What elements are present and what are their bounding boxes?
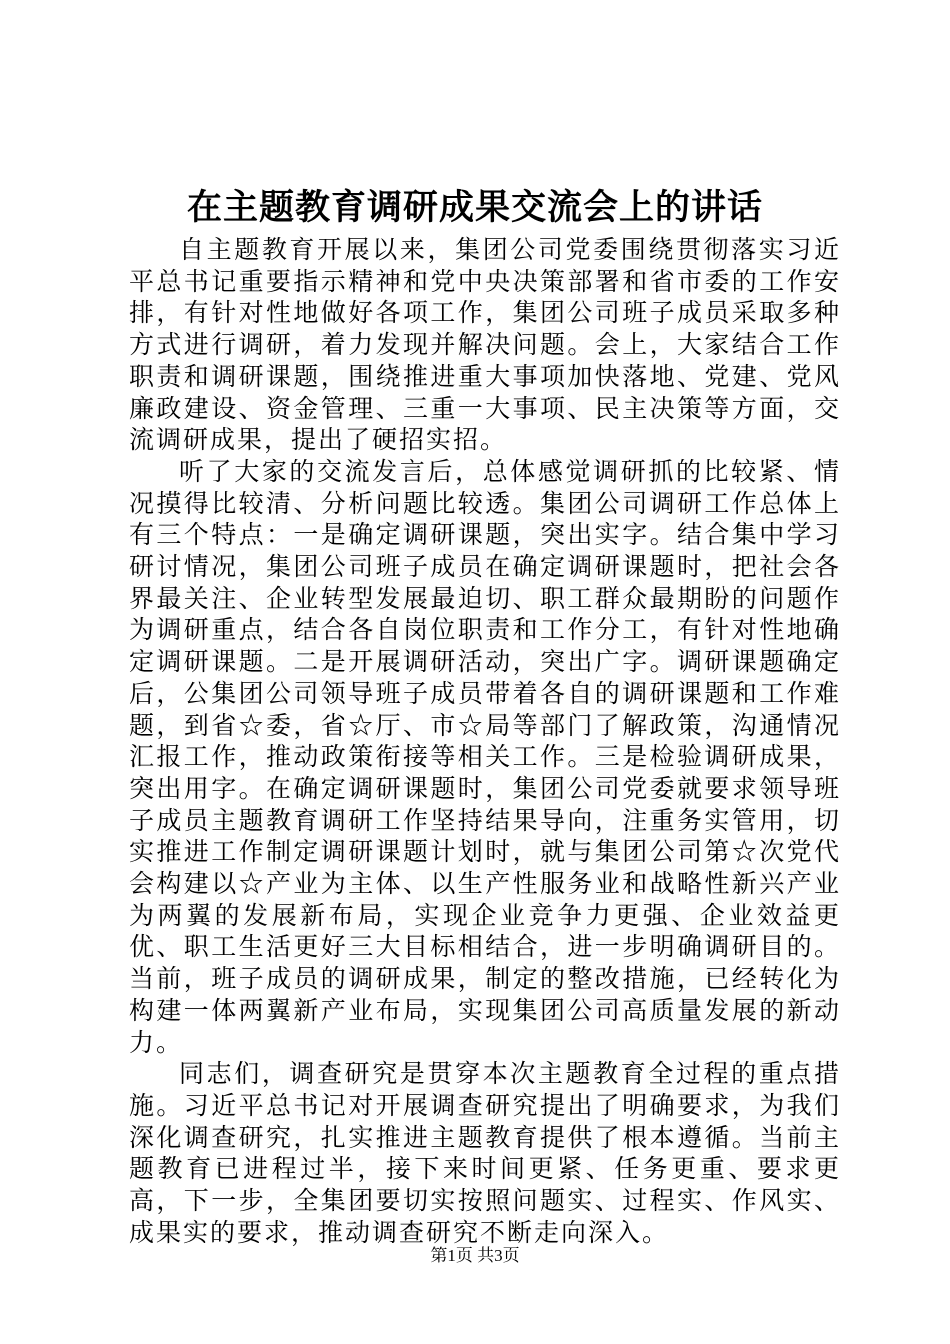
document-body [129, 234, 841, 1249]
document-title: 在主题教育调研成果交流会上的讲话 [186, 187, 763, 228]
page-number-footer: 第1页 共3页 [430, 1246, 520, 1265]
paragraph-2: 听了大家的交流发言后，总体感觉调研抓的比较紧、情况摸得比较清、分析问题比较透。集团公司调研工作总体上有三个特点：一是确定调研课题，突出实字。结合集中学习研讨情况，集团公司班子成员在确定调研课题时，把社会各界最关注、企业转型发展最迫切、职工群众最期盼的问题作为调研重点，结合各自岗位职责和工作分工，有针对性地确定调研课题。二是开展调研活动，突出广字。调研课题确定后，公集团公司领导班子成员带着各自的调研课题和工作难题，到省☆委，省☆厅、市☆局等部门了解政策，沟通情况汇报工作，推动政策衔接等相关工作。三是检验调研成果，突出用字。在确定调研课题时，集团公司党委就要求领导班子成员主题教育调研工作坚持结果导向，注重务实管用，切实推进工作制定调研课题计划时，就与集团公司第☆次党代会构建以☆产业为主体、以生产性服务业和战略性新兴产业为两翼的发展新布局，实现企业竞争力更强、企业效益更优、职工生活更好三大目标相结合，进一步明确调研目的。当前，班子成员的调研成果，制定的整改措施，已经转化为构建一体两翼新产业布局，实现集团公司高质量发展的新动力。 [129, 456, 841, 1057]
paragraph-1: 自主题教育开展以来，集团公司党委围绕贯彻落实习近平总书记重要指示精神和党中央决策部署和省市委的工作安排，有针对性地做好各项工作，集团公司班子成员采取多种方式进行调研，着力发现并解决问题。会上，大家结合工作职责和调研课题，围绕推进重大事项加快落地、党建、党风廉政建设、资金管理、三重一大事项、民主决策等方面，交流调研成果，提出了硬招实招。 [129, 235, 841, 455]
paragraph-3: 同志们，调查研究是贯穿本次主题教育全过程的重点措施。习近平总书记对开展调查研究提出了明确要求，为我们深化调查研究，扎实推进主题教育提供了根本遵循。当前主题教育已进程过半，接下来时间更紧、任务更重、要求更高，下一步，全集团要切实按照问题实、过程实、作风实、成果实的要求，推动调查研究不断走向深入。 [129, 1059, 841, 1247]
